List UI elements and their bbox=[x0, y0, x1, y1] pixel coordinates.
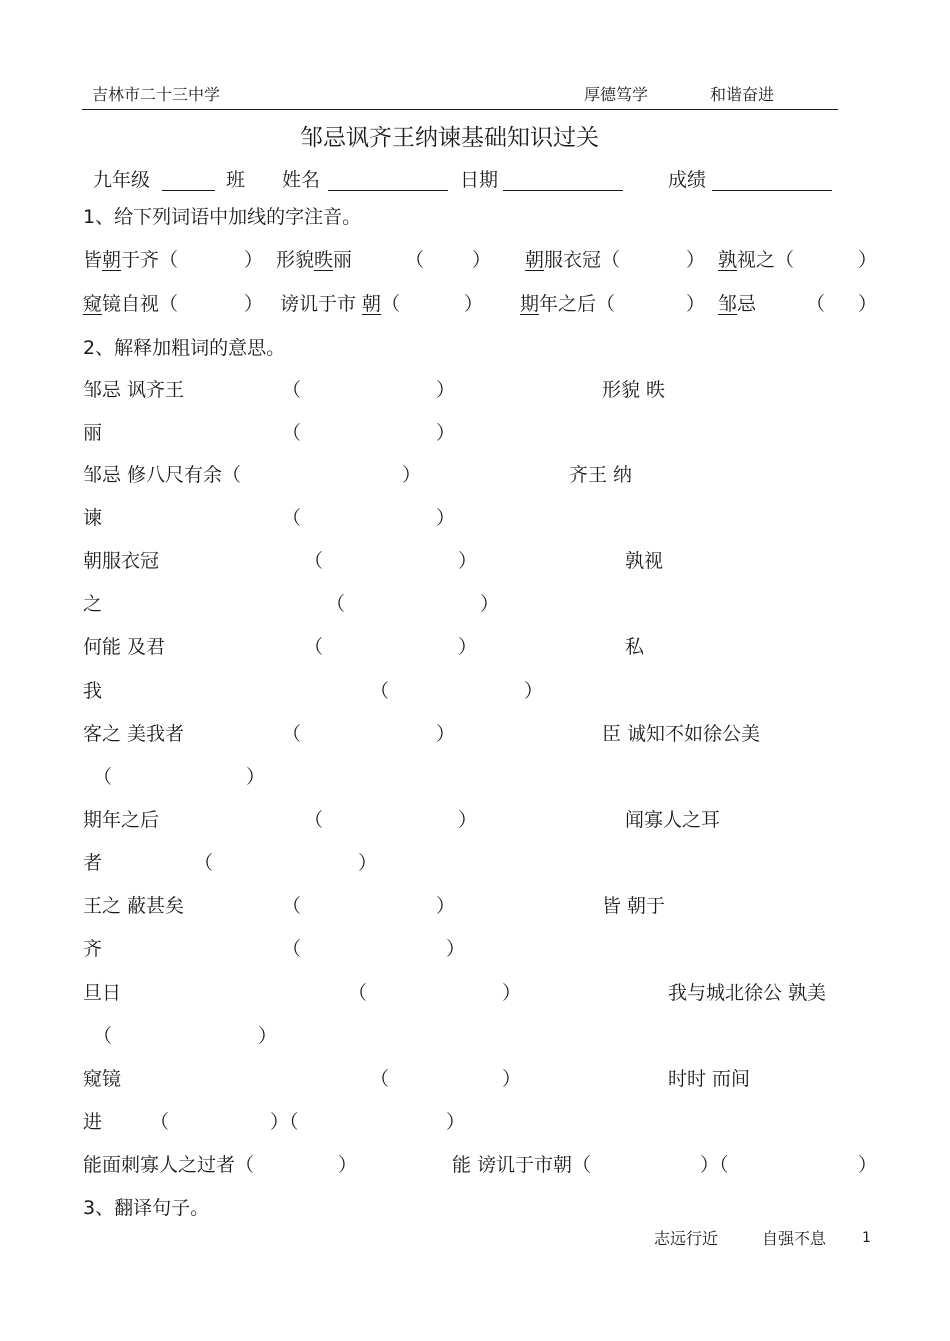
q2-open-paren: （ bbox=[282, 895, 302, 917]
q2-open-paren: （ bbox=[282, 422, 302, 444]
header-motto-2: 和谐奋进 bbox=[710, 85, 775, 104]
q2-close-paren: ） bbox=[436, 422, 456, 444]
q2-close-paren: ） bbox=[402, 464, 422, 486]
q2-close-paren: ） bbox=[436, 895, 456, 917]
q2-close-paren: ） bbox=[436, 723, 456, 745]
q1-item: 窥镜自视（ bbox=[83, 293, 179, 315]
q2-open-paren: （ bbox=[282, 723, 302, 745]
q2-close-open-paren: ）（ bbox=[700, 1154, 729, 1176]
q1-close-paren: ） bbox=[464, 293, 484, 315]
q2-item: 客之 美我者 bbox=[83, 723, 185, 745]
q2-item: 闻寡人之耳 bbox=[625, 809, 721, 831]
q2-item: 之 bbox=[83, 593, 103, 615]
q2-item: 邹忌 修八尺有余（ bbox=[83, 464, 242, 486]
q2-close-paren: ） bbox=[502, 1068, 522, 1090]
footer-motto-2: 自强不息 bbox=[762, 1229, 827, 1248]
q2-close-paren: ） bbox=[458, 550, 478, 572]
q2-close-paren: ） bbox=[446, 938, 466, 960]
q1-item: 谤讥于市 朝（ bbox=[280, 293, 401, 315]
q2-open-paren: （ bbox=[93, 1025, 113, 1047]
q2-close-paren: ） bbox=[502, 982, 522, 1004]
q2-item: 何能 及君 bbox=[83, 636, 166, 658]
q1-open-paren: （ bbox=[806, 293, 826, 315]
page-title: 邹忌讽齐王纳谏基础知识过关 bbox=[300, 125, 599, 151]
q2-open-paren: （ bbox=[370, 1068, 390, 1090]
q2-heading: 2、解释加粗词的意思。 bbox=[83, 337, 286, 359]
q2-item: 期年之后 bbox=[83, 809, 160, 831]
school-name: 吉林市二十三中学 bbox=[92, 85, 221, 104]
q2-close-open-paren: ）（ bbox=[270, 1111, 299, 1133]
q2-item: 窥镜 bbox=[83, 1068, 122, 1090]
q2-open-paren: （ bbox=[282, 379, 302, 401]
q2-close-paren: ） bbox=[458, 636, 478, 658]
q1-open-paren: （ bbox=[405, 249, 425, 271]
q2-close-paren: ） bbox=[480, 593, 500, 615]
page-number: 1 bbox=[862, 1230, 871, 1246]
grade-label: 九年级 bbox=[93, 169, 151, 191]
q1-close-paren: ） bbox=[472, 249, 492, 271]
score-blank[interactable] bbox=[712, 190, 832, 191]
q2-close-paren: ） bbox=[246, 766, 266, 788]
q2-item: 邹忌 讽齐王 bbox=[83, 379, 185, 401]
name-label: 姓名 bbox=[282, 169, 321, 191]
q2-close-paren: ） bbox=[258, 1025, 278, 1047]
q1-close-paren: ） bbox=[686, 249, 706, 271]
q1-close-paren: ） bbox=[244, 293, 264, 315]
q2-item: 丽 bbox=[83, 422, 103, 444]
q2-open-paren: （ bbox=[150, 1111, 170, 1133]
q2-open-paren: （ bbox=[304, 809, 324, 831]
q2-open-paren: （ bbox=[304, 636, 324, 658]
date-blank[interactable] bbox=[503, 190, 623, 191]
q2-item: 我 bbox=[83, 680, 103, 702]
q2-item: 能 谤讥于市朝（ bbox=[452, 1154, 592, 1176]
q2-close-paren: ） bbox=[358, 852, 378, 874]
header-divider bbox=[82, 109, 838, 110]
q2-close-paren: ） bbox=[524, 680, 544, 702]
q2-item: 私 bbox=[625, 636, 645, 658]
q1-heading: 1、给下列词语中加线的字注音。 bbox=[83, 206, 362, 228]
q1-close-paren: ） bbox=[244, 249, 264, 271]
score-label: 成绩 bbox=[668, 169, 707, 191]
q2-item: 时时 而间 bbox=[668, 1068, 751, 1090]
q2-item: 旦日 bbox=[83, 982, 122, 1004]
q2-item: 者 bbox=[83, 852, 103, 874]
q2-item: 齐王 纳 bbox=[569, 464, 633, 486]
q2-item: 谏 bbox=[83, 507, 103, 529]
q2-open-paren: （ bbox=[348, 982, 368, 1004]
q2-open-paren: （ bbox=[370, 680, 390, 702]
q2-item: 我与城北徐公 孰美 bbox=[668, 982, 827, 1004]
header-motto-1: 厚德笃学 bbox=[584, 85, 649, 104]
grade-blank[interactable] bbox=[162, 190, 215, 191]
q1-close-paren: ） bbox=[858, 293, 878, 315]
q1-item: 邹忌 bbox=[718, 293, 757, 315]
q2-close-paren: ） bbox=[338, 1154, 358, 1176]
q2-open-paren: （ bbox=[282, 938, 302, 960]
q2-open-paren: （ bbox=[282, 507, 302, 529]
q2-item: 臣 诚知不如徐公美 bbox=[602, 723, 761, 745]
q2-item: 王之 蔽甚矣 bbox=[83, 895, 185, 917]
q2-item: 孰视 bbox=[625, 550, 664, 572]
q1-close-paren: ） bbox=[858, 249, 878, 271]
q2-item: 能面刺寡人之过者（ bbox=[83, 1154, 255, 1176]
q2-item: 形貌 昳 bbox=[602, 379, 666, 401]
q2-item: 皆 朝于 bbox=[602, 895, 666, 917]
q1-item: 形貌昳丽 bbox=[276, 249, 353, 271]
q1-item: 孰视之（ bbox=[718, 249, 795, 271]
q2-item: 齐 bbox=[83, 938, 103, 960]
class-label: 班 bbox=[226, 169, 246, 191]
q2-close-paren: ） bbox=[458, 809, 478, 831]
name-blank[interactable] bbox=[328, 190, 448, 191]
date-label: 日期 bbox=[460, 169, 499, 191]
q2-close-paren: ） bbox=[446, 1111, 466, 1133]
q1-close-paren: ） bbox=[686, 293, 706, 315]
q2-open-paren: （ bbox=[326, 593, 346, 615]
q2-open-paren: （ bbox=[93, 766, 113, 788]
q1-item: 朝服衣冠（ bbox=[525, 249, 621, 271]
q2-close-paren: ） bbox=[858, 1154, 878, 1176]
q1-item: 皆朝于齐（ bbox=[83, 249, 179, 271]
q2-item: 朝服衣冠 bbox=[83, 550, 160, 572]
footer-motto-1: 志远行近 bbox=[654, 1229, 719, 1248]
q2-open-paren: （ bbox=[304, 550, 324, 572]
q2-open-paren: （ bbox=[194, 852, 214, 874]
q1-item: 期年之后（ bbox=[520, 293, 616, 315]
q2-item: 进 bbox=[83, 1111, 103, 1133]
q2-close-paren: ） bbox=[436, 379, 456, 401]
q2-close-paren: ） bbox=[436, 507, 456, 529]
q3-heading: 3、翻译句子。 bbox=[83, 1197, 210, 1219]
